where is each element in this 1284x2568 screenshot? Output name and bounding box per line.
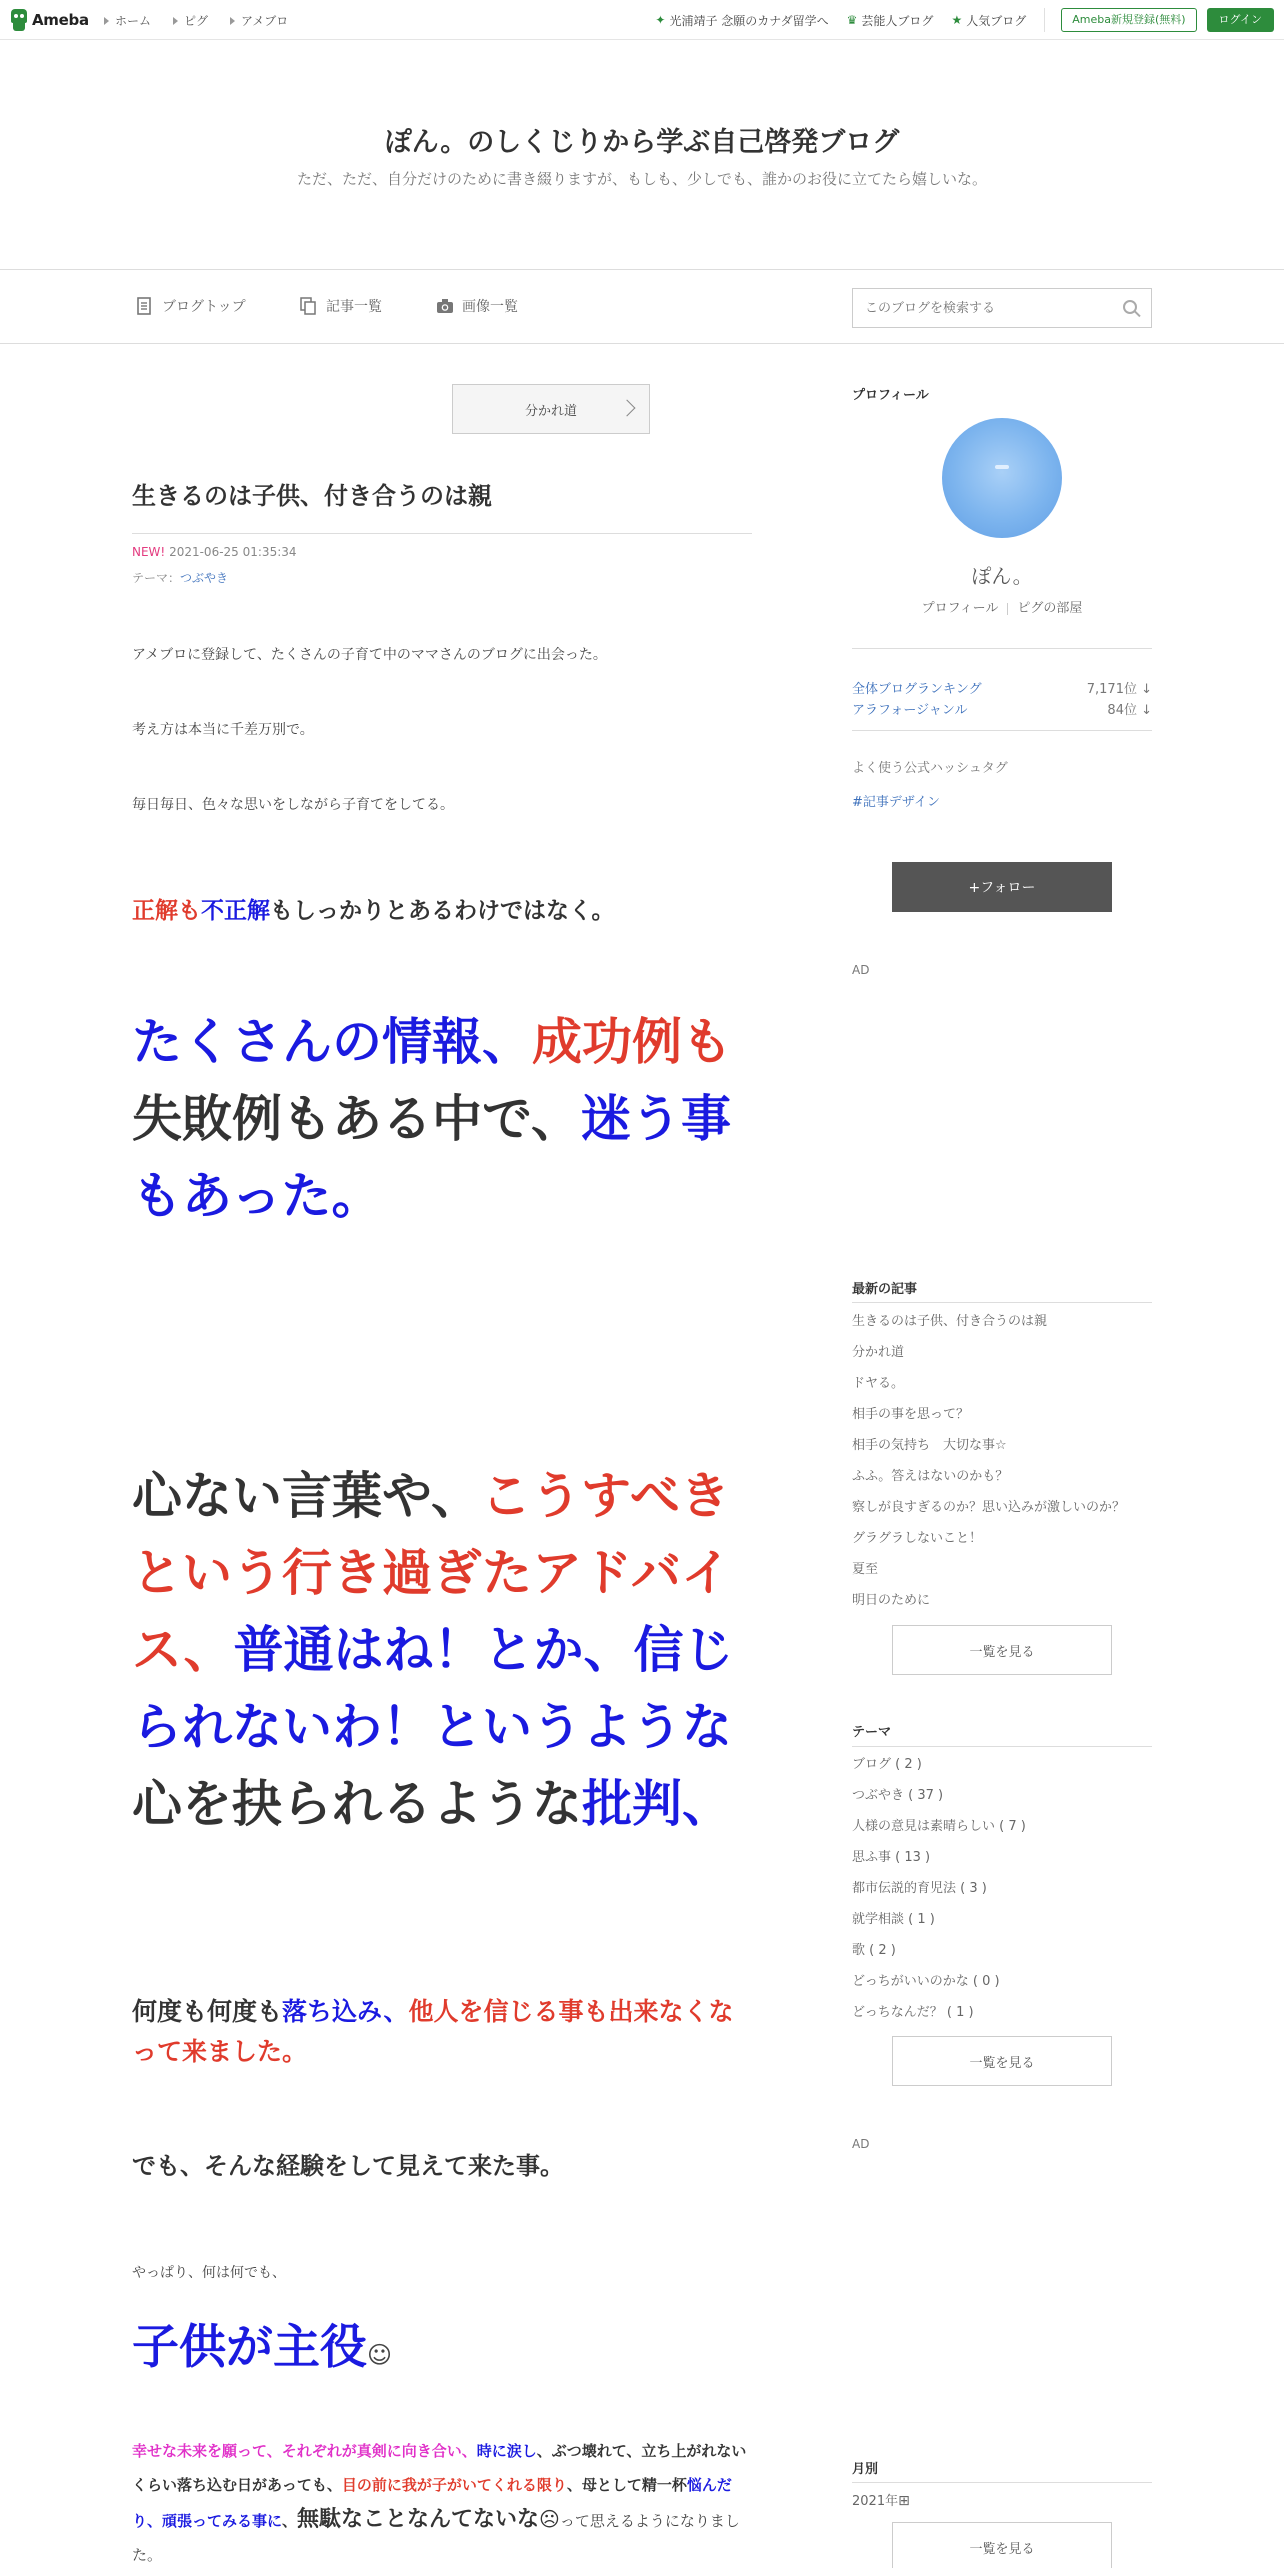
theme-prefix: テーマ： — [132, 571, 181, 585]
text-blue: 迷う事もあった。 — [132, 1090, 731, 1225]
document-icon — [136, 297, 152, 315]
recent-item[interactable]: 夏至 — [852, 1562, 879, 1577]
tab-label: ブログトップ — [162, 299, 246, 315]
theme-heading: テーマ — [852, 1725, 892, 1740]
hashtag-heading: よく使う公式ハッシュタグ — [852, 761, 1008, 776]
text-dark: 、ぶつ壊れて、立ち上がれないくらい落ち込む日があっても、 — [132, 2442, 747, 2494]
recent-item[interactable]: 相手の事を思って？ — [852, 1407, 970, 1422]
star-icon: ★ — [951, 13, 963, 27]
hashtag-link[interactable]: #記事デザイン — [852, 795, 940, 810]
divider — [852, 730, 1152, 731]
new-badge: NEW! — [132, 545, 166, 559]
recent-item[interactable]: 明日のために — [852, 1593, 931, 1608]
recent-list — [852, 1306, 1152, 1616]
nav-link-label: ホーム — [115, 14, 152, 28]
theme-more-button[interactable]: 一覧を見る — [892, 2036, 1112, 2086]
sad-face-icon: ☹ — [539, 2507, 560, 2531]
paragraph-large — [132, 1004, 742, 1235]
ranking-label: アラフォージャンル — [852, 703, 968, 718]
text-dark: 無駄なことなんてないな — [297, 2507, 540, 2532]
register-button[interactable]: Ameba新規登録(無料) — [1061, 8, 1196, 32]
ranking-value: 84位 ↓ — [1107, 703, 1152, 718]
theme-item[interactable]: ブログ ( 2 ) — [852, 1757, 922, 1772]
blog-title[interactable]: ぽん。のしくじりから学ぶ自己啓発ブログ — [384, 127, 900, 158]
caret-icon — [173, 17, 178, 25]
entry-theme — [132, 569, 228, 586]
nav-link-label: ピグ — [184, 14, 209, 28]
global-nav — [104, 12, 310, 29]
theme-item[interactable]: 人様の意見は素晴らしい ( 7 ) — [852, 1819, 1026, 1834]
text-dark: 失敗例もある中で、 — [132, 1090, 581, 1148]
text-blue: 批判、 — [582, 1775, 732, 1833]
profile-name[interactable]: ぽん。 — [971, 564, 1033, 588]
celebrity-blog-label: 芸能人ブログ — [861, 13, 934, 28]
ranking-all-row[interactable] — [852, 678, 1152, 697]
paragraph-emphasis — [132, 1992, 752, 2072]
copy-icon — [300, 297, 316, 315]
year-label: 2021年 — [852, 2494, 899, 2509]
tab-label: 画像一覧 — [462, 299, 518, 315]
text-dark: 、 — [282, 2512, 298, 2530]
text-pink: 幸せな未来を願って、それぞれが真剣に向き合い、 — [132, 2442, 477, 2460]
text-blue: たくさんの情報、 — [132, 1013, 532, 1071]
ad-label: AD — [852, 2137, 870, 2151]
nav-link-home[interactable] — [104, 12, 151, 29]
previous-entry-button[interactable] — [452, 384, 650, 434]
entry-meta — [132, 545, 297, 559]
paragraph-large — [132, 2310, 752, 2377]
recent-item[interactable]: ドヤる。 — [852, 1376, 905, 1391]
chevron-right-icon — [619, 400, 636, 417]
ameba-logo[interactable] — [10, 8, 89, 32]
brand-name: Ameba — [32, 11, 89, 29]
recent-more-button[interactable]: 一覧を見る — [892, 1625, 1112, 1675]
star-icon: ✦ — [655, 13, 666, 27]
expand-icon[interactable]: ⊞ — [898, 2493, 910, 2509]
recent-item[interactable]: 察しが良すぎるのか？思い込みが激しいのか？ — [852, 1500, 1126, 1515]
global-nav-right — [655, 8, 1274, 32]
nav-link-ameblo[interactable] — [230, 12, 288, 29]
news-link[interactable] — [655, 12, 828, 29]
login-button[interactable]: ログイン — [1207, 8, 1274, 32]
monthly-year[interactable] — [852, 2490, 1152, 2509]
paragraph: 毎日毎日、色々な思いをしながら子育てをしてる。 — [132, 797, 454, 813]
popular-blog-link[interactable] — [951, 12, 1026, 29]
text-dark: 心ない言葉や、 — [132, 1467, 481, 1525]
caret-icon — [230, 17, 235, 25]
theme-list — [852, 1749, 1152, 2028]
crown-icon: ♛ — [846, 13, 858, 27]
paragraph: アメブロに登録して、たくさんの子育て中のママさんのブログに出会った。 — [132, 647, 607, 663]
tab-entry-list[interactable] — [300, 296, 382, 316]
theme-link[interactable]: つぶやき — [180, 571, 229, 585]
nav-link-label: アメブロ — [241, 14, 289, 28]
nav-link-pigg[interactable] — [173, 12, 208, 29]
text-blue: 悩んだり、頑張ってみる事に — [132, 2476, 732, 2530]
paragraph: 考え方は本当に千差万別で。 — [132, 722, 314, 738]
ranking-value: 7,171位 ↓ — [1086, 682, 1152, 697]
text-red: 目の前に我が子がいてくれる限り — [341, 2476, 567, 2494]
text-blue: 不正解 — [201, 898, 270, 924]
search-icon[interactable] — [1123, 300, 1137, 314]
text-dark: 心を抉られるような — [132, 1775, 582, 1833]
tab-label: 記事一覧 — [326, 299, 382, 315]
text-blue: 落ち込み、 — [282, 1997, 409, 2026]
popular-blog-label: 人気ブログ — [966, 13, 1027, 28]
theme-item[interactable]: 都市伝説的育児法 ( 3 ) — [852, 1881, 987, 1896]
camera-icon — [436, 297, 452, 315]
recent-item[interactable]: ふふ。答えはないのかも？ — [852, 1469, 1009, 1484]
blog-search — [852, 288, 1152, 328]
text-normal: って思えるようになりました。 — [132, 2512, 740, 2564]
global-header — [0, 0, 1284, 40]
recent-item[interactable]: 相手の気持ち 大切な事☆ — [852, 1438, 1007, 1453]
divider — [1044, 8, 1045, 32]
avatar[interactable] — [942, 418, 1062, 538]
blog-header — [0, 40, 1284, 270]
recent-heading: 最新の記事 — [852, 1282, 918, 1297]
search-input[interactable] — [853, 289, 1093, 327]
theme-item[interactable]: つぶやき ( 37 ) — [852, 1788, 944, 1803]
news-link-label: 光浦靖子 念願のカナダ留学へ — [669, 13, 829, 28]
text-red: も — [178, 898, 201, 924]
text-red: 正解 — [132, 898, 178, 924]
theme-item[interactable]: どっちがいいのかな ( 0 ) — [852, 1974, 1000, 1989]
ad-label: AD — [852, 963, 870, 977]
smile-icon: ☺ — [367, 2341, 393, 2369]
recent-item[interactable]: 生きるのは子供、付き合うのは親 — [852, 1314, 1048, 1329]
text-red: 他人を信じる事も出来なくなって来ました。 — [132, 1997, 734, 2066]
ameba-mascot-icon — [10, 9, 28, 31]
celebrity-blog-link[interactable] — [847, 12, 934, 29]
theme-item[interactable]: 歌 ( 2 ) — [852, 1943, 896, 1958]
divider — [852, 2482, 1152, 2483]
text-blue: 子供が主役 — [132, 2320, 367, 2375]
text-red: こうすべきという行き過ぎたアドバイス、 — [132, 1467, 731, 1679]
tab-image-list[interactable] — [436, 296, 518, 316]
monthly-more-button[interactable]: 一覧を見る — [892, 2522, 1112, 2568]
text-dark: もしっかりとあるわけではなく。 — [270, 898, 615, 924]
text-dark: 、母として精一杯 — [566, 2476, 687, 2494]
paragraph-emphasis: でも、そんな経験をして見えて来た事。 — [132, 2152, 564, 2180]
entry-date: 2021-06-25 01:35:34 — [169, 545, 297, 559]
caret-icon — [104, 17, 109, 25]
text-blue: 時に涙し — [476, 2442, 537, 2460]
tab-blog-top[interactable] — [136, 296, 246, 316]
paragraph-mixed — [132, 2434, 752, 2568]
profile-heading: プロフィール — [852, 388, 929, 403]
paragraph: やっぱり、何は何でも、 — [132, 2265, 286, 2281]
blog-description: ただ、ただ、自分だけのために書き綴りますが、もしも、少しでも、誰かのお役に立てたら嬉しいな。 — [296, 170, 987, 188]
follow-button[interactable]: +フォロー — [892, 862, 1112, 912]
text-blue: 普通はね！とか、信じられないわ！というような — [132, 1621, 734, 1756]
monthly-heading: 月別 — [852, 2462, 879, 2477]
profile-link[interactable]: プロフィール — [921, 601, 999, 616]
ranking-label: 全体ブログランキング — [852, 682, 982, 697]
theme-item[interactable]: 思ふ事 ( 13 ) — [852, 1850, 931, 1865]
divider — [852, 1302, 1152, 1303]
blog-nav — [0, 270, 1284, 344]
text-red: 成功例も — [532, 1013, 732, 1071]
paragraph-emphasis — [132, 892, 752, 925]
pigg-room-link[interactable]: ピグの部屋 — [1017, 601, 1083, 616]
divider — [852, 648, 1152, 649]
recent-item[interactable]: 分かれ道 — [852, 1345, 905, 1360]
entry-title[interactable]: 生きるのは子供、付き合うのは親 — [132, 476, 752, 534]
theme-item[interactable]: どっちなんだ？ ( 1 ) — [852, 2005, 974, 2020]
ranking-genre-row[interactable] — [852, 699, 1152, 718]
recent-item[interactable]: グラグラしないこと！ — [852, 1531, 983, 1546]
text-dark: 何度も何度も — [132, 1997, 283, 2026]
theme-item[interactable]: 就学相談 ( 1 ) — [852, 1912, 935, 1927]
profile-links — [852, 597, 1152, 616]
divider — [852, 1746, 1152, 1747]
previous-entry-label: 分かれ道 — [524, 403, 577, 419]
paragraph-large — [132, 1458, 742, 1843]
